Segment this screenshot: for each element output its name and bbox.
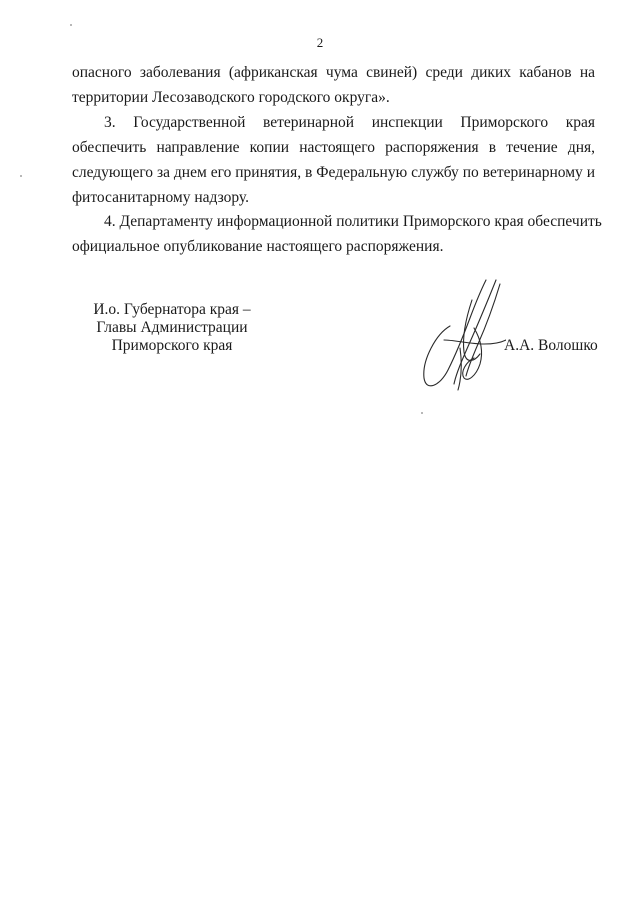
position-line: Приморского края bbox=[111, 337, 233, 354]
text-line: официальное опубликование настоящего распоряжения. bbox=[72, 238, 444, 255]
text-line: обеспечить направление копии настоящего распоряжения в течение дня, bbox=[72, 139, 595, 156]
text-line: фитосанитарному надзору. bbox=[72, 189, 250, 206]
signer-name: А.А. Волошко bbox=[504, 337, 598, 354]
paragraph-4 bbox=[72, 209, 602, 259]
text-line: 3. Государственной ветеринарной инспекции Приморского края bbox=[104, 114, 595, 131]
paragraph-3 bbox=[72, 110, 595, 210]
page-number: 2 bbox=[316, 35, 324, 50]
handwritten-signature-icon bbox=[414, 278, 506, 398]
text-line: опасного заболевания (африканская чума свиней) среди диких кабанов на bbox=[72, 64, 595, 81]
paragraph-continuation bbox=[72, 60, 595, 110]
scan-speck bbox=[20, 175, 22, 177]
position-line: И.о. Губернатора края – bbox=[93, 301, 251, 318]
scan-speck bbox=[421, 412, 423, 414]
text-line: следующего за днем его принятия, в Федеральную службу по ветеринарному и bbox=[72, 164, 595, 181]
scan-speck bbox=[70, 24, 72, 26]
position-line: Главы Администрации bbox=[96, 319, 248, 336]
text-line: территории Лесозаводского городского округа». bbox=[72, 89, 390, 106]
signatory-position bbox=[72, 301, 272, 355]
text-line: 4. Департаменту информационной политики Приморского края обеспечить bbox=[104, 213, 602, 230]
